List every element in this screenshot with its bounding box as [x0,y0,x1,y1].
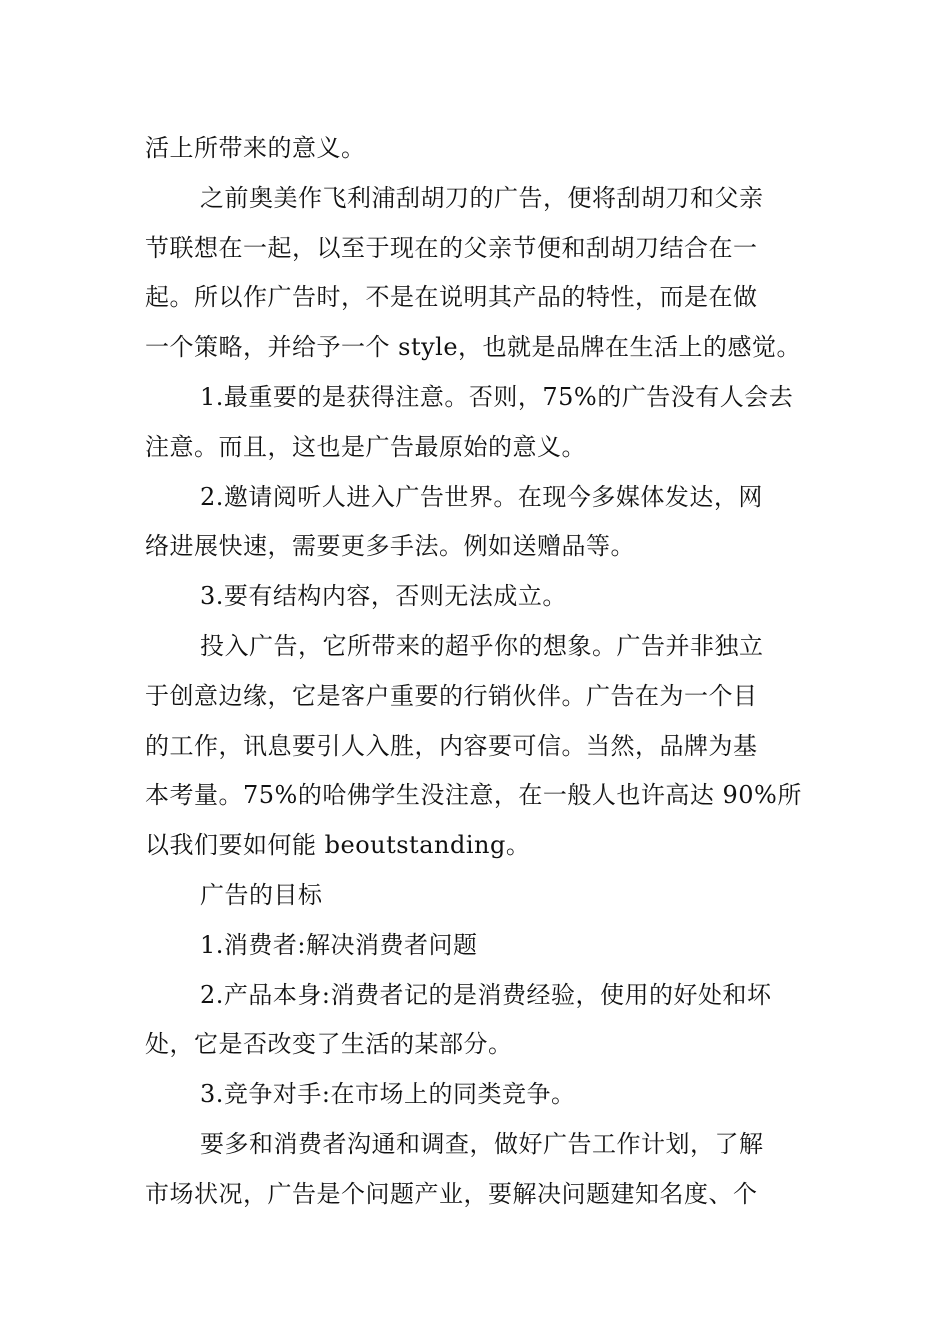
text-line: 一个策略，并给予一个 style，也就是品牌在生活上的感觉。 [145,333,802,362]
text-line: 起。所以作广告时，不是在说明其产品的特性，而是在做 [145,283,758,312]
document-body [145,124,809,1220]
text-line: 投入广告，它所带来的超乎你的想象。广告并非独立 [200,631,764,660]
text-line: 1.消费者:解决消费者问题 [200,930,478,959]
section-heading: 广告的目标 [200,880,323,909]
text-line: 市场状况，广告是个问题产业，要解决问题建知名度、个 [145,1179,758,1208]
text-line: 3.要有结构内容，否则无法成立。 [200,582,567,611]
text-line: 3.竞争对手:在市场上的同类竞争。 [200,1080,576,1109]
text-line: 处，它是否改变了生活的某部分。 [145,1030,513,1059]
text-line: 2.产品本身:消费者记的是消费经验，使用的好处和坏 [200,980,772,1009]
text-line: 之前奥美作飞利浦刮胡刀的广告，便将刮胡刀和父亲 [200,183,764,212]
text-line: 活上所带来的意义。 [145,134,366,162]
text-line: 本考量。75%的哈佛学生没注意，在一般人也许高达 90%所 [145,781,802,810]
text-line: 的工作，讯息要引人入胜，内容要可信。当然，品牌为基 [145,731,758,760]
text-line: 注意。而且，这也是广告最原始的意义。 [145,432,586,461]
text-line: 2.邀请阅听人进入广告世界。在现今多媒体发达，网 [200,482,763,511]
text-line: 节联想在一起，以至于现在的父亲节便和刮胡刀结合在一 [145,233,758,262]
text-line: 以我们要如何能 beoutstanding。 [145,831,531,860]
text-line: 于创意边缘，它是客户重要的行销伙伴。广告在为一个目 [145,681,758,710]
text-line: 1.最重要的是获得注意。否则，75%的广告没有人会去 [200,382,794,411]
text-line: 要多和消费者沟通和调查，做好广告工作计划，了解 [200,1129,764,1158]
text-line: 络进展快速，需要更多手法。例如送赠品等。 [145,532,635,561]
